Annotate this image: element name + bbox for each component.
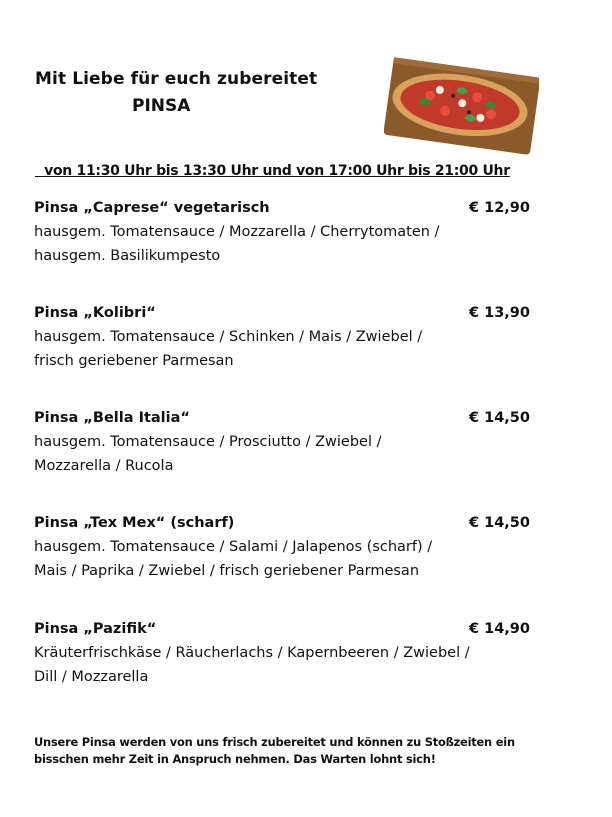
item-description-line: hausgem. Tomatensauce / Schinken / Mais / Zwiebel / [34,329,423,345]
item-price: € 13,90 [468,305,530,321]
item-description-line: hausgem. Tomatensauce / Prosciutto / Zwiebel / [34,434,382,450]
item-name: Pinsa „Caprese“ vegetarisch [34,200,270,216]
item-name: Pinsa „Tex Mex“ (scharf) [34,515,235,531]
item-price: € 14,50 [468,410,530,426]
opening-hours: von 11:30 Uhr bis 13:30 Uhr und von 17:00 Uhr bis 21:00 Uhr [35,163,510,179]
item-price: € 14,50 [468,515,530,531]
item-name: Pinsa „Pazifik“ [34,621,157,637]
item-description-line: hausgem. Tomatensauce / Mozzarella / Cherrytomaten / [34,224,440,240]
item-description-line: frisch geriebener Parmesan [34,353,234,369]
item-price: € 14,90 [468,621,530,637]
page-title: Mit Liebe für euch zubereitet [35,69,318,89]
menu-item-caprese [34,196,534,268]
item-description-line: Dill / Mozzarella [34,669,149,685]
menu-item-pazifik [34,617,534,689]
pinsa-photo [384,55,539,155]
item-description-line: Mozzarella / Rucola [34,458,174,474]
menu-item-kolibri [34,301,534,373]
item-name: Pinsa „Bella Italia“ [34,410,190,426]
item-description-line: Mais / Paprika / Zwiebel / frisch geriebener Parmesan [34,563,420,579]
item-price: € 12,90 [468,200,530,216]
footer-note [34,734,544,768]
page-subtitle: PINSA [132,96,191,116]
item-description-line: hausgem. Basilikumpesto [34,248,221,264]
item-description-line: hausgem. Tomatensauce / Salami / Jalapenos (scharf) / [34,539,433,555]
menu-item-tex-mex [34,511,534,583]
item-name: Pinsa „Kolibri“ [34,305,156,321]
menu-item-bella-italia [34,406,534,478]
footer-note-line: Unsere Pinsa werden von uns frisch zubereitet und können zu Stoßzeiten ein [34,735,515,749]
footer-note-line: bisschen mehr Zeit in Anspruch nehmen. Das Warten lohnt sich! [34,752,436,766]
item-description-line: Kräuterfrischkäse / Räucherlachs / Kapernbeeren / Zwiebel / [34,645,470,661]
